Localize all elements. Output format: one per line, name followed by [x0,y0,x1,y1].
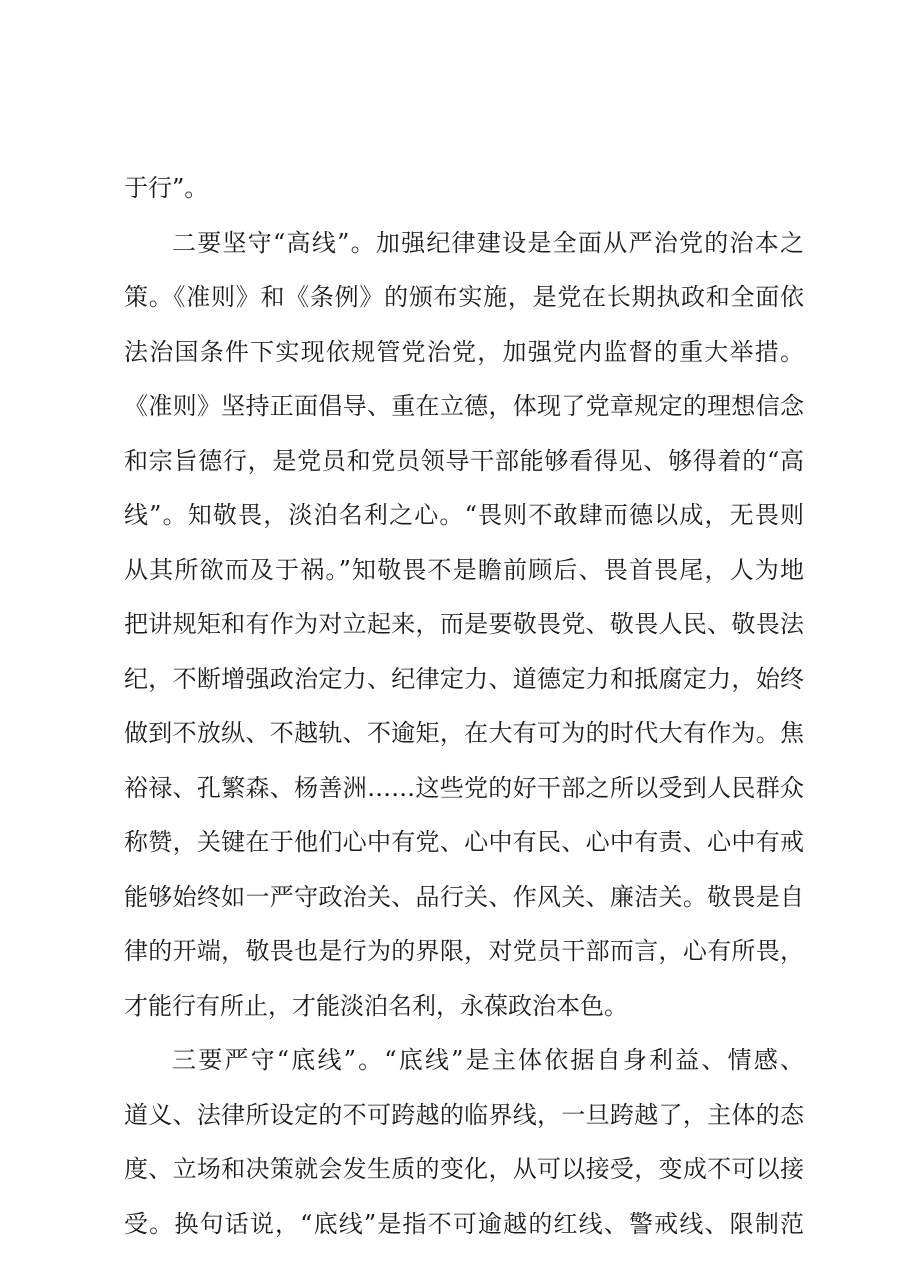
text-line: 和宗旨德行，是党员和党员领导干部能够看得见、够得着的“高 [124,446,804,475]
body-text [124,161,804,1251]
text-line: 受。换句话说，“底线”是指不可逾越的红线、警戒线、限制范 [124,1209,804,1238]
paragraph-two-first-line: 二要坚守“高线”。加强纪律建设是全面从严治党的治本之 [172,228,804,257]
text-line: 裕禄、孔繁森、杨善洲……这些党的好干部之所以受到人民群众 [124,773,804,802]
text-line: 线”。知敬畏，淡泊名利之心。“畏则不敢肆而德以成，无畏则 [124,501,804,529]
text-line: 纪，不断增强政治定力、纪律定力、道德定力和抵腐定力，始终 [124,664,804,693]
text-line: 法治国条件下实现依规管党治党，加强党内监督的重大举措。 [124,337,804,366]
text-line: 道义、法律所设定的不可跨越的临界线，一旦跨越了，主体的态 [124,1100,804,1129]
text-line: 策。《准则》和《条例》的颁布实施，是党在长期执政和全面依 [124,283,804,311]
text-line: 度、立场和决策就会发生质的变化，从可以接受，变成不可以接 [124,1155,804,1183]
paragraph-three-first-line: 三要严守“底线”。“底线”是主体依据自身利益、情感、 [172,1046,804,1074]
text-line: 《准则》坚持正面倡导、重在立德，体现了党章规定的理想信念 [124,392,804,420]
paragraph-two-last-line: 才能行有所止，才能淡泊名利，永葆政治本色。 [124,991,628,1020]
text-line: 能够始终如一严守政治关、品行关、作风关、廉洁关。敬畏是自 [124,882,804,911]
text-line: 律的开端，敬畏也是行为的界限，对党员干部而言，心有所畏， [124,937,804,965]
text-line: 称赞，关键在于他们心中有党、心中有民、心中有责、心中有戒 [124,828,804,856]
text-line: 做到不放纵、不越轨、不逾矩，在大有可为的时代大有作为。焦 [124,719,804,747]
text-line: 把讲规矩和有作为对立起来，而是要敬畏党、敬畏人民、敬畏法 [124,610,804,638]
text-line: 于行”。 [124,174,209,202]
text-line: 从其所欲而及于祸。”知敬畏不是瞻前顾后、畏首畏尾，人为地 [124,555,804,584]
